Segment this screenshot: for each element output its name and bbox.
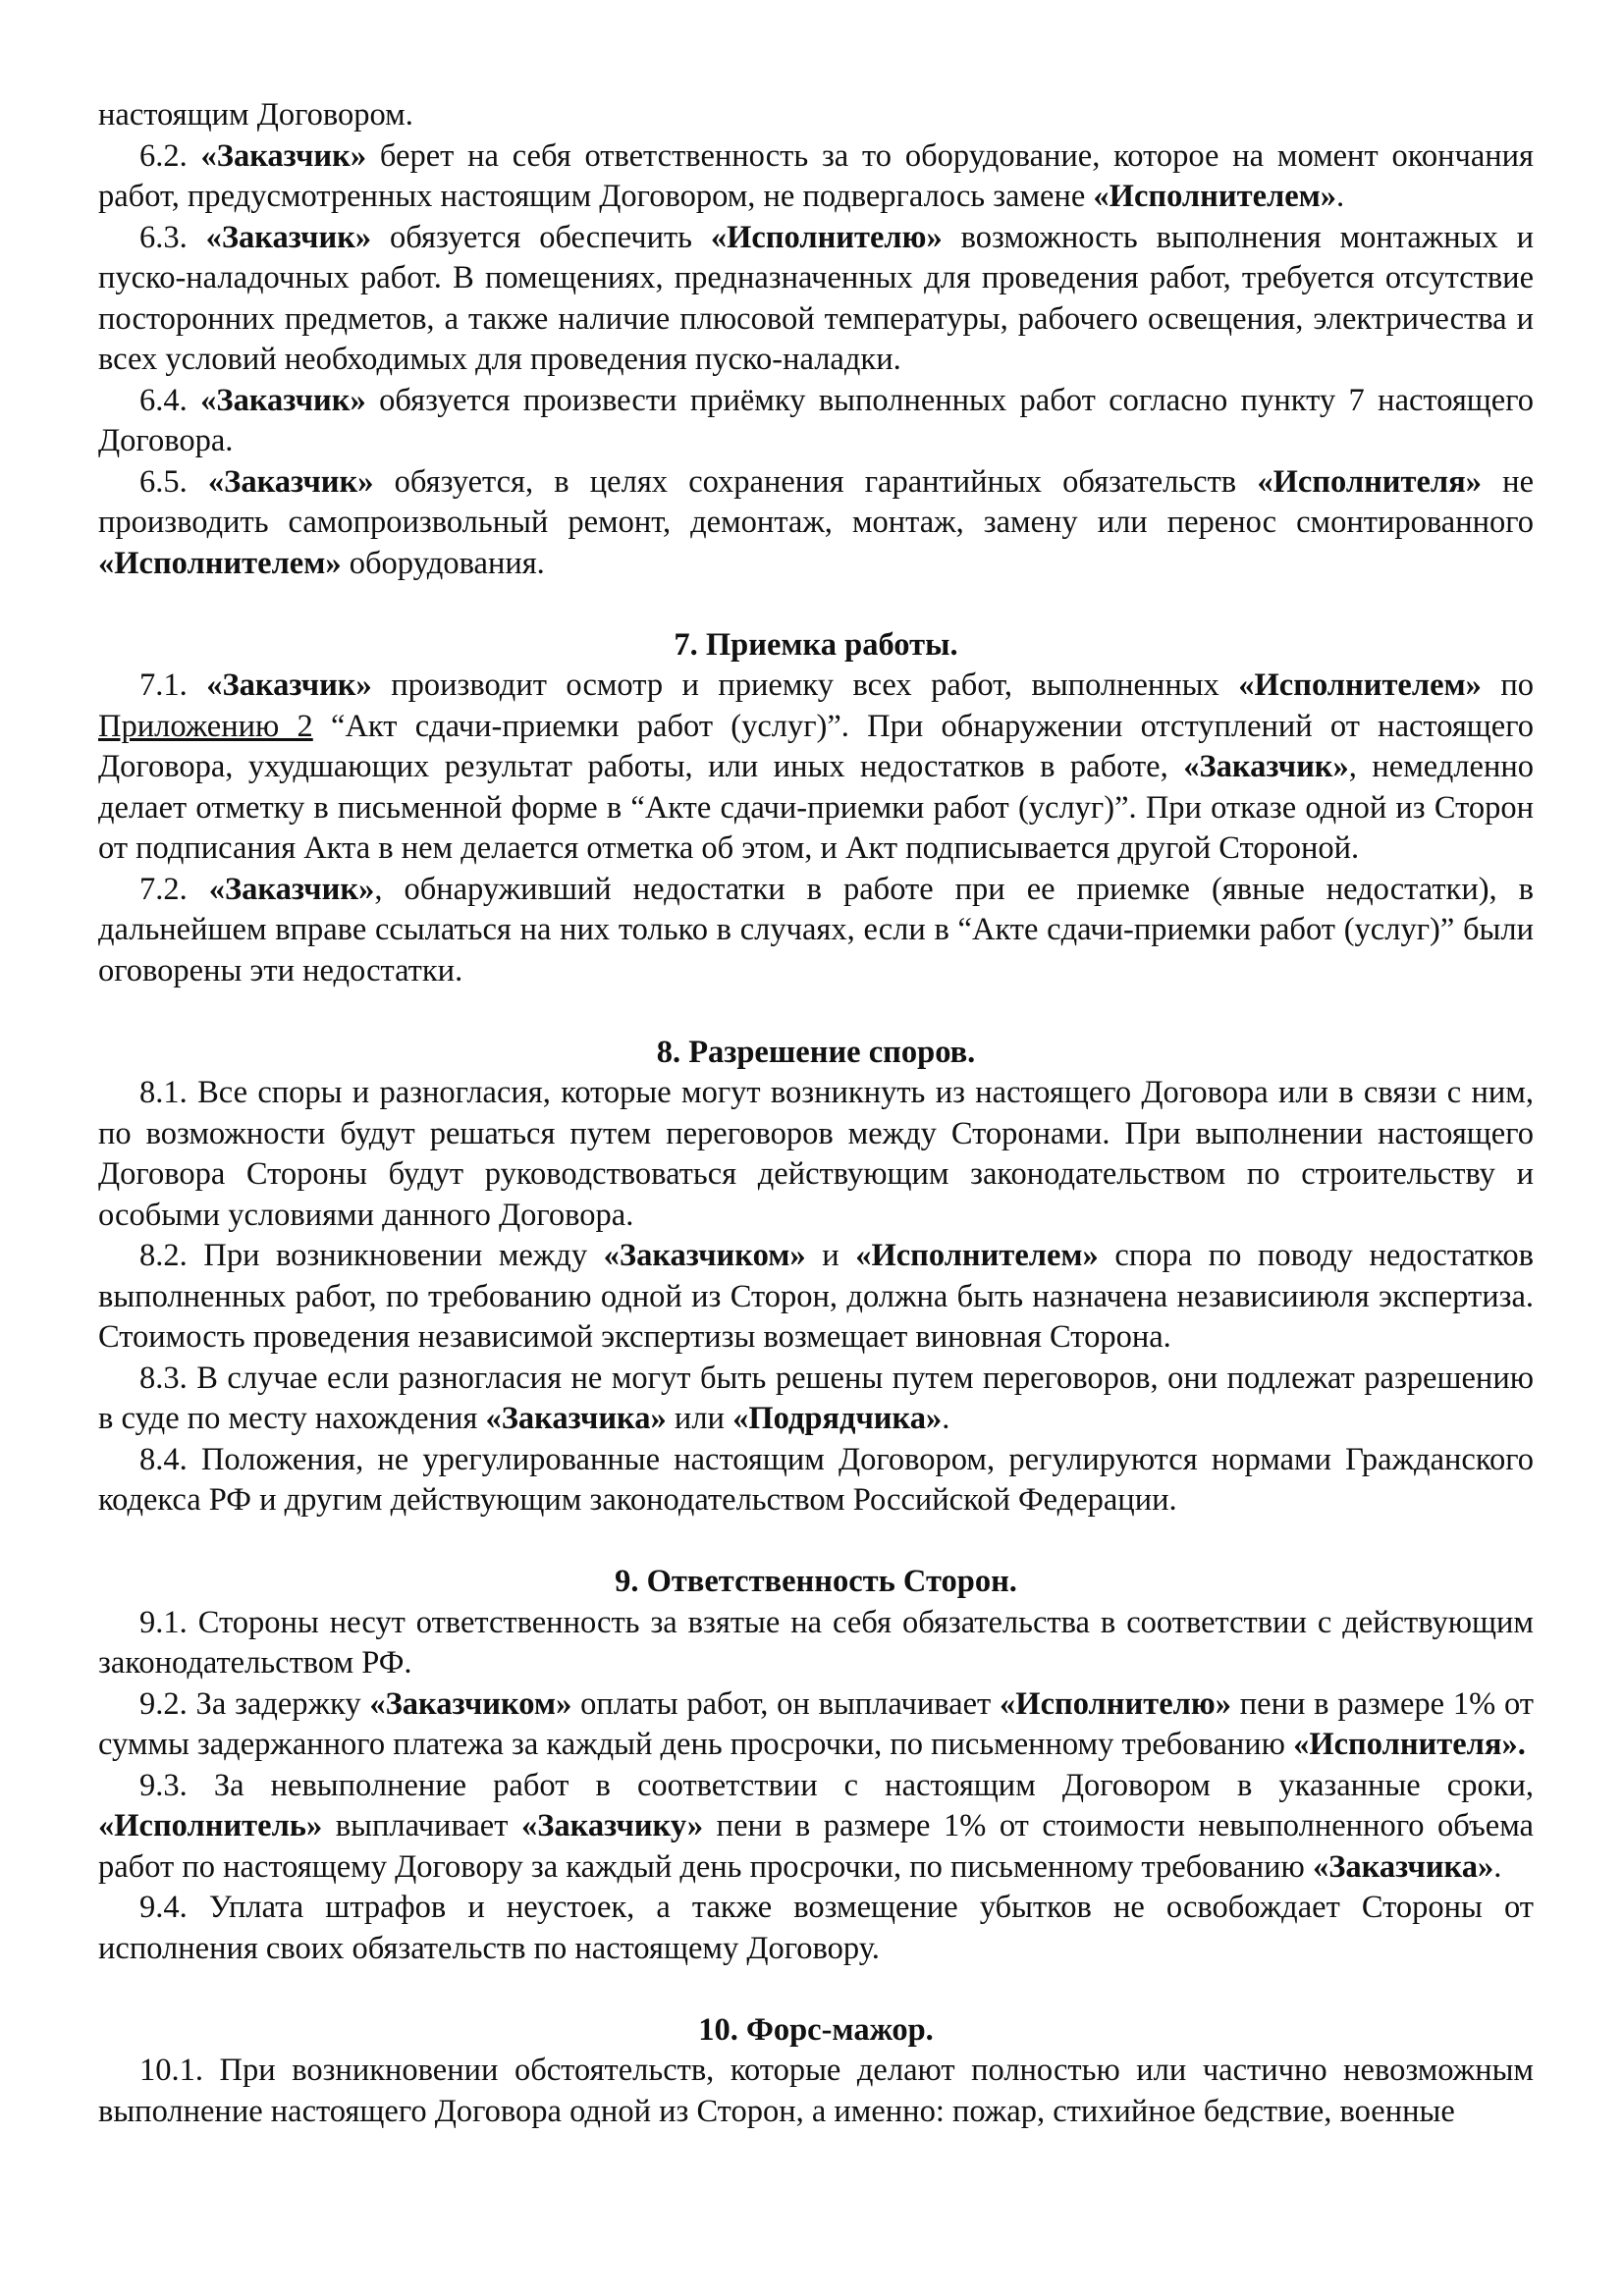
paragraph-6-1-tail: настоящим Договором. [98, 97, 413, 133]
appendix-2-link[interactable]: Приложению 2 [98, 708, 313, 744]
paragraph-8-1: 8.1. Все споры и разногласия, которые могут возникнуть из настоящего Договора или в связи с ним, по возможности будут решаться путем переговоров между Сторонами. При выполнении настоящего Договора Стороны будут руководствоваться действующим законодательством по строительству и особыми условиями данного Договора. [98, 1075, 1534, 1233]
section-9-heading: 9. Ответственность Сторон. [615, 1564, 1017, 1599]
paragraph-8-2: 8.2. При возникновении между «Заказчиком» и «Исполнителем» спора по поводу недостатков выполненных работ, по требованию одной из Сторон, должна быть назначена независииюля экспертиза. Стоимость проведения независимой экспертизы возмещает виновная Сторона. [98, 1238, 1534, 1355]
section-10-heading: 10. Форс-мажор. [698, 2011, 934, 2048]
paragraph-6-4: 6.4. «Заказчик» обязуется произвести приёмку выполненных работ согласно пункту 7 настоящего Договора. [98, 382, 1534, 458]
paragraph-9-4: 9.4. Уплата штрафов и неустоек, а также возмещение убытков не освобождает Стороны от исполнения своих обязательств по настоящему Договору. [98, 1890, 1534, 1966]
paragraph-10-1: 10.1. При возникновении обстоятельств, которые делают полностью или частично невозможным выполнение настоящего Договора одной из Сторон, а именно: пожар, стихийное бедствие, военные [98, 2053, 1534, 2129]
paragraph-9-1: 9.1. Стороны несут ответственность за взятые на себя обязательства в соответствии с действующим законодательством РФ. [98, 1604, 1534, 1681]
paragraph-6-2: 6.2. «Заказчик» берет на себя ответственность за то оборудование, которое на момент окончания работ, предусмотренных настоящим Договором, не подвергалось замене «Исполнителем». [98, 137, 1534, 214]
paragraph-7-2: 7.2. «Заказчик», обнаруживший недостатки в работе при ее приемке (явные недостатки), в дальнейшем вправе ссылаться на них только в случаях, если в “Акте сдачи-приемки работ (услуг)” были оговорены эти недостатки. [98, 871, 1535, 988]
paragraph-6-5: 6.5. «Заказчик» обязуется, в целях сохранения гарантийных обязательств «Исполнителя» не производить самопроизвольный ремонт, демонтаж, монтаж, замену или перенос смонтированного «Исполнителем» оборудования. [98, 463, 1534, 581]
paragraph-9-2: 9.2. За задержку «Заказчиком» оплаты работ, он выплачивает «Исполнителю» пени в размере 1% от суммы задержанного платежа за каждый день просрочки, по письменному требованию «Исполнителя». [98, 1685, 1535, 1762]
section-7-heading: 7. Приемка работы. [674, 626, 958, 663]
paragraph-8-3: 8.3. В случае если разногласия не могут быть решены путем переговоров, они подлежат разрешению в суде по месту нахождения «Заказчика» или «Подрядчика». [98, 1360, 1534, 1436]
section-8-heading: 8. Разрешение споров. [656, 1034, 976, 1070]
paragraph-9-3: 9.3. За невыполнение работ в соответствии с настоящим Договором в указанные сроки, «Исполнитель» выплачивает «Заказчику» пени в размере 1% от стоимости невыполненного объема работ по настоящему Договору за каждый день просрочки, по письменному требованию «Заказчика». [98, 1767, 1534, 1885]
paragraph-8-4: 8.4. Положения, не урегулированные настоящим Договором, регулируются нормами Гражданского кодекса РФ и другим действующим законодательством Российской Федерации. [98, 1441, 1534, 1518]
paragraph-7-1: 7.1. «Заказчик» производит осмотр и приемку всех работ, выполненных «Исполнителем» по Приложению 2 “Акт сдачи-приемки работ (услуг)”. При обнаружении отступлений от настоящего Договора, ухудшающих результат работы, или иных недостатков в работе, «Заказчик», немедленно делает отметку в письменной форме в “Акте сдачи-приемки работ (услуг)”. При отказе одной из Сторон от подписания Акта в нем делается отметка об этом, и Акт подписывается другой Стороной. [98, 667, 1534, 866]
paragraph-6-3: 6.3. «Заказчик» обязуется обеспечить «Исполнителю» возможность выполнения монтажных и пуско-наладочных работ. В помещениях, предназначенных для проведения работ, требуется отсутствие посторонних предметов, а также наличие плюсовой температуры, рабочего освещения, электричества и всех условий необходимых для проведения пуско-наладки. [98, 219, 1535, 377]
